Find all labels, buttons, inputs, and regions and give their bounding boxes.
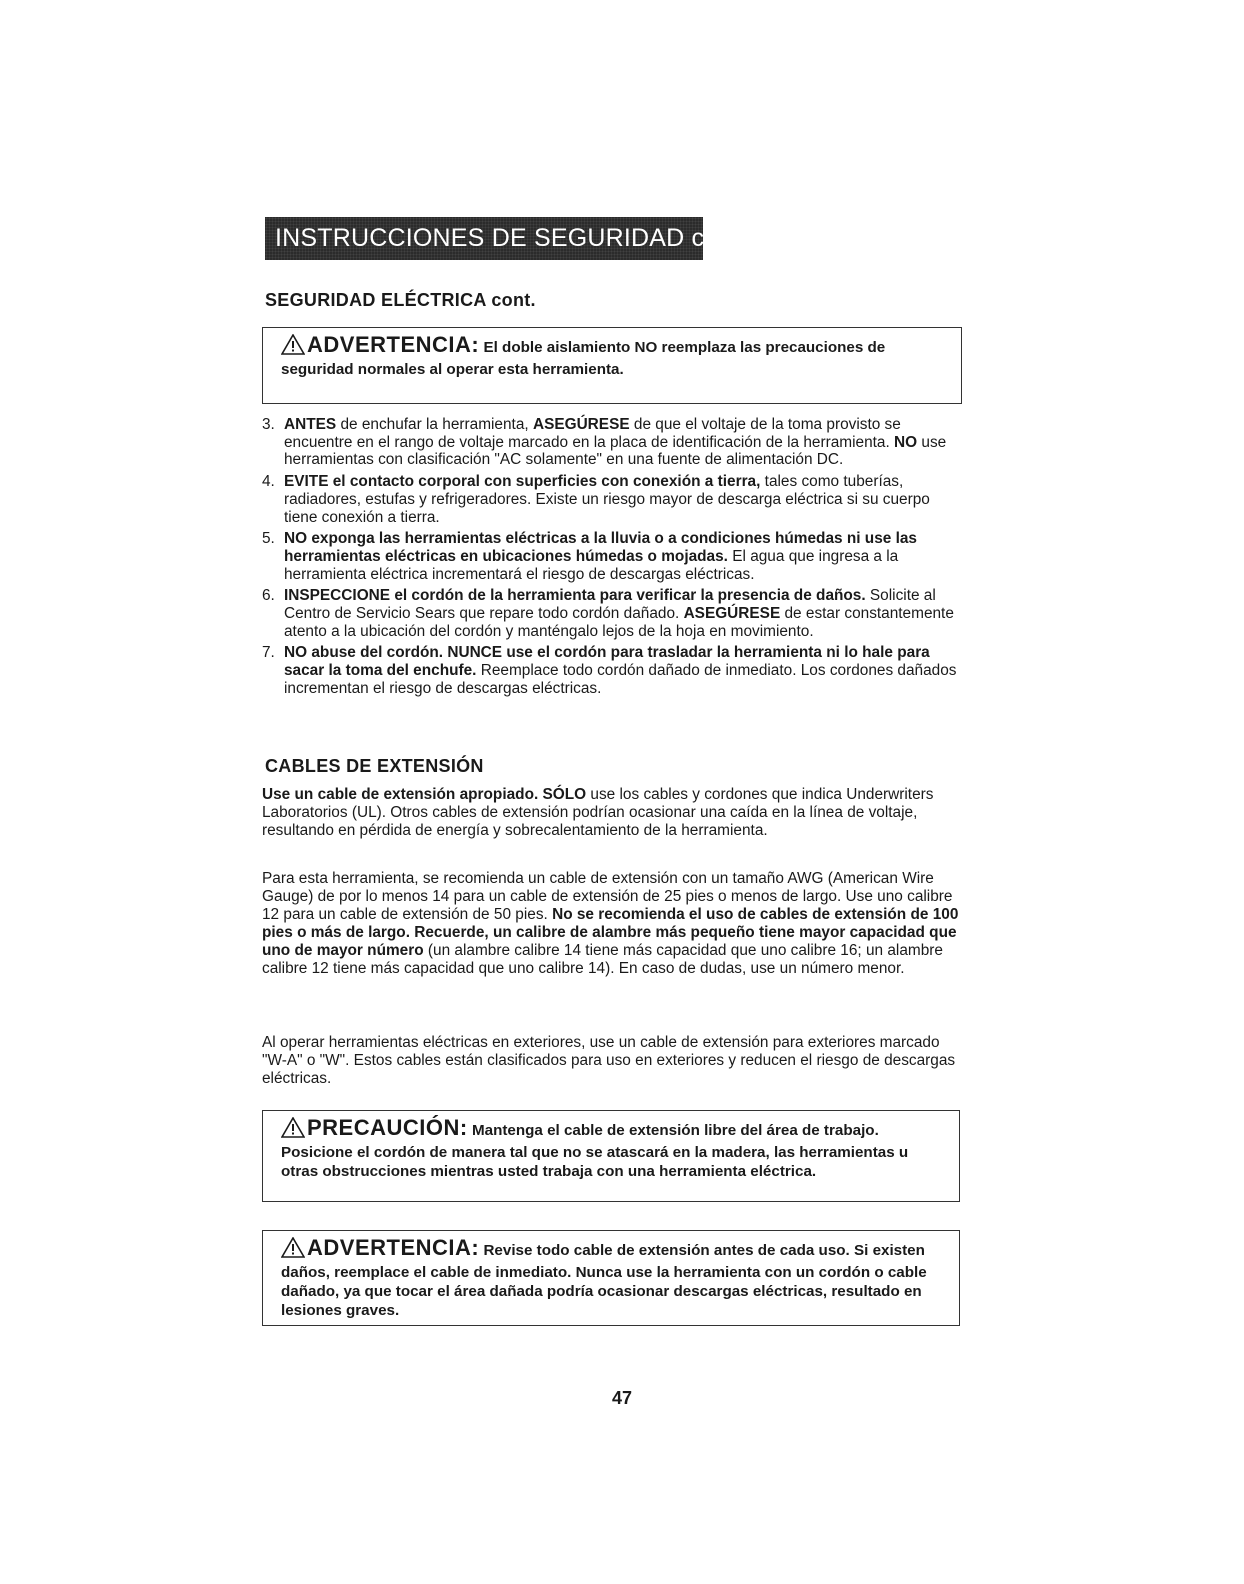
section-banner: INSTRUCCIONES DE SEGURIDAD cont. xyxy=(265,217,703,260)
warning-box-extension xyxy=(262,1230,960,1326)
list-item xyxy=(262,587,962,640)
section-title-extension-cables: CABLES DE EXTENSIÓN xyxy=(265,756,484,776)
item-bold-text: ASEGÚRESE xyxy=(683,605,781,623)
para-bold-text: No se recomienda el uso de cables de extensión de 100 pies o más de largo. Recuerde, un calibre de alambre más pequeño tiene mayor capacidad que uno de mayor número xyxy=(262,906,959,959)
item-text: tales como tuberías, radiadores, estufas y refrigeradores. Existe un riesgo mayor de descarga eléctrica si su cuerpo tiene conexión a tierra. xyxy=(284,473,930,526)
warning-label: ADVERTENCIA: xyxy=(307,1235,480,1260)
item-number: 4. xyxy=(262,473,275,491)
warning-label: ADVERTENCIA: xyxy=(307,332,480,357)
page-number: 47 xyxy=(611,1388,633,1408)
warning-triangle-icon xyxy=(281,1237,305,1263)
caution-text: Mantenga el cable de extensión libre del área de trabajo. Posicione el cordón de manera tal que no se atascará en la madera, las herramientas u otras obstrucciones mientras usted trabaja con una herramienta eléctrica. xyxy=(281,1122,909,1180)
item-bold-text: NO abuse del cordón. NUNCE use el cordón para trasladar la herramienta ni lo hale para sacar la toma del enchufe. xyxy=(284,644,930,680)
paragraph-outdoor: Al operar herramientas eléctricas en exteriores, use un cable de extensión para exteriores marcado "W-A" o "W". Estos cables están clasificados para uso en exteriores y reducen el riesgo de descargas eléctricas. xyxy=(262,1034,956,1087)
list-item xyxy=(262,530,962,583)
para-text: Para esta herramienta, se recomienda un cable de extensión con un tamaño AWG (American Wire Gauge) de por lo menos 14 para un cable de extensión de 25 pies o menos de largo. Use uno calibre 12 para un cable de extensión de 50 pies. xyxy=(262,870,953,923)
safety-list xyxy=(262,416,962,702)
item-number: 6. xyxy=(262,587,275,605)
item-text: Solicite al Centro de Servicio Sears que repare todo cordón dañado. xyxy=(284,587,936,623)
caution-label: PRECAUCIÓN: xyxy=(307,1115,468,1140)
item-bold-text: ASEGÚRESE xyxy=(532,416,630,433)
para-bold-text: Use un cable de extensión apropiado. SÓLO xyxy=(262,786,587,803)
warning-triangle-icon xyxy=(281,1117,305,1143)
caution-box xyxy=(262,1110,960,1202)
warning-text: Revise todo cable de extensión antes de cada uso. Si existen daños, reemplace el cable de inmediato. Nunca use la herramienta con un cordón o cable dañado, ya que tocar el área dañada podría ocasionar descargas eléctricas, resultado en lesiones graves. xyxy=(281,1242,927,1319)
item-text: de enchufar la herramienta, xyxy=(336,416,533,433)
list-item xyxy=(262,644,962,697)
section-title-electrical: SEGURIDAD ELÉCTRICA cont. xyxy=(265,290,536,310)
warning-text: El doble aislamiento NO reemplaza las precauciones de seguridad normales al operar esta herramienta. xyxy=(281,339,886,378)
item-text: de estar constantemente atento a la ubicación del cordón y manténgalo lejos de la hoja en movimiento. xyxy=(284,605,954,640)
paragraph-extension-cable xyxy=(262,786,962,840)
item-text: de que el voltaje de la toma provisto se encuentre en el rango de voltaje marcado en la placa de identificación de la herramienta. xyxy=(284,416,901,451)
para-text: (un alambre calibre 14 tiene más capacidad que uno calibre 16; un alambre calibre 12 tiene más capacidad que uno calibre 14). En caso de dudas, use un número menor. xyxy=(262,942,943,977)
item-number: 7. xyxy=(262,644,275,662)
item-number: 5. xyxy=(262,530,275,548)
list-item xyxy=(262,473,962,526)
item-bold-text: NO xyxy=(894,433,918,451)
paragraph-awg xyxy=(262,870,962,978)
list-item xyxy=(262,416,962,469)
item-bold-text: NO exponga las herramientas eléctricas a la lluvia o a condiciones húmedas ni use las herramientas eléctricas en ubicaciones húmedas o mojadas. xyxy=(284,530,917,565)
item-text: El agua que ingresa a la herramienta eléctrica incrementará el riesgo de descargas eléctricas. xyxy=(284,547,899,583)
item-text: use herramientas con clasificación "AC solamente" en una fuente de alimentación DC. xyxy=(284,433,947,469)
para-text: use los cables y cordones que indica Underwriters Laboratorios (UL). Otros cables de extensión podrían ocasionar una caída en la línea de voltaje, resultando en pérdida de energía y sobrecalentamiento de la herramienta. xyxy=(262,786,934,839)
item-text: Reemplace todo cordón dañado de inmediato. Los cordones dañados incrementan el riesgo de descargas eléctricas. xyxy=(284,662,957,697)
item-bold-text: ANTES xyxy=(284,416,337,433)
item-number: 3. xyxy=(262,416,275,433)
warning-triangle-icon xyxy=(281,334,305,360)
item-bold-text: EVITE el contacto corporal con superficies con conexión a tierra, xyxy=(284,473,761,491)
item-bold-text: INSPECCIONE el cordón de la herramienta para verificar la presencia de daños. xyxy=(284,587,866,605)
warning-box-insulation xyxy=(262,327,962,404)
